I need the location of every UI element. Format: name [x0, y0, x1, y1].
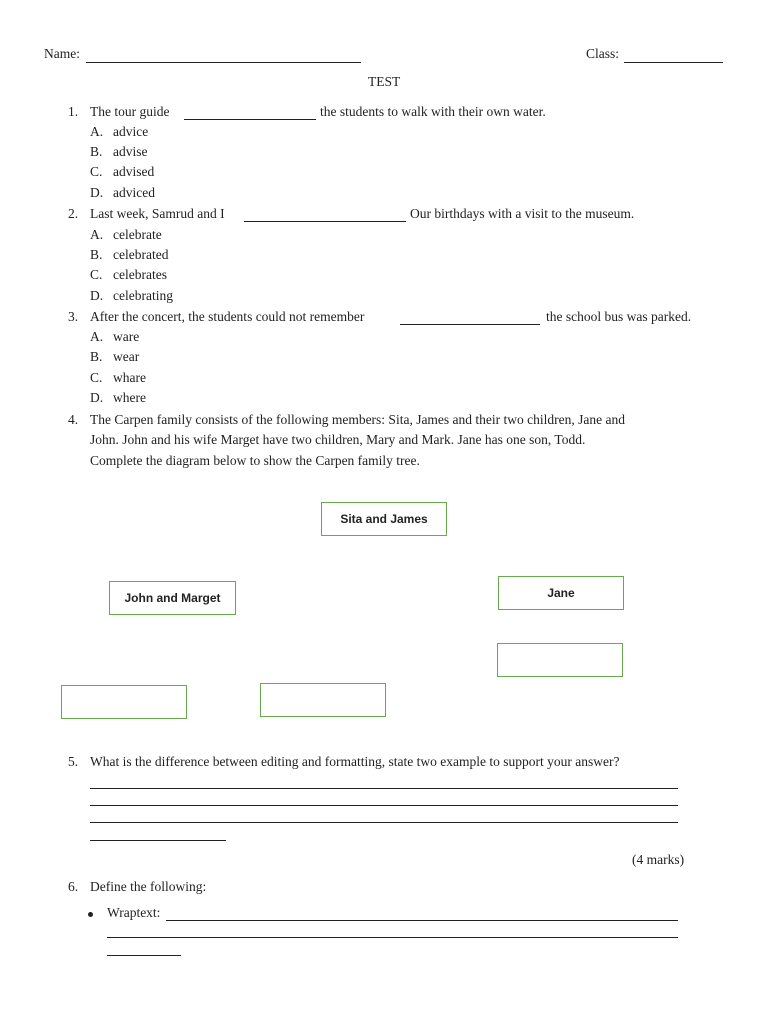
option-text[interactable]: celebrated [113, 247, 169, 262]
answer-line[interactable] [90, 788, 678, 789]
option-text[interactable]: celebrate [113, 227, 162, 242]
question-number: 4. [68, 412, 79, 427]
option-letter: D. [90, 185, 104, 200]
tree-node-left: John and Marget [109, 581, 236, 615]
marks-label: (4 marks) [632, 852, 685, 867]
class-field[interactable] [624, 62, 723, 63]
question-number: 3. [68, 309, 79, 324]
option-text[interactable]: advise [113, 144, 148, 159]
name-field[interactable] [86, 62, 361, 63]
option-letter: B. [90, 349, 103, 364]
question-number: 1. [68, 104, 79, 119]
option-letter: D. [90, 390, 104, 405]
question-number: 5. [68, 754, 79, 769]
tree-node-right-child-empty[interactable] [497, 643, 623, 677]
answer-line[interactable] [90, 805, 678, 806]
answer-blank[interactable] [184, 119, 316, 120]
term-label: Wraptext: [107, 905, 161, 920]
answer-line[interactable] [107, 937, 678, 938]
answer-line[interactable] [166, 920, 678, 921]
option-letter: B. [90, 247, 103, 262]
question-text-line: John. John and his wife Marget have two children, Mary and Mark. Jane has one son, Todd. [90, 432, 586, 447]
option-text[interactable]: ware [113, 329, 140, 344]
option-text[interactable]: celebrates [113, 267, 167, 282]
question-number: 6. [68, 879, 79, 894]
question-text-before: After the concert, the students could not remember [90, 309, 365, 324]
answer-line[interactable] [90, 822, 678, 823]
option-text[interactable]: adviced [113, 185, 155, 200]
option-letter: B. [90, 144, 103, 159]
question-text-line: Complete the diagram below to show the Carpen family tree. [90, 453, 420, 468]
class-label: Class: [586, 46, 620, 61]
option-letter: C. [90, 370, 103, 385]
option-text[interactable]: advice [113, 124, 149, 139]
option-letter: D. [90, 288, 104, 303]
option-text[interactable]: advised [113, 164, 155, 179]
question-text-after: the students to walk with their own water. [320, 104, 546, 119]
bullet-icon [88, 912, 93, 917]
option-text[interactable]: where [113, 390, 146, 405]
tree-node-root: Sita and James [321, 502, 447, 536]
page-title: TEST [368, 74, 401, 89]
option-text[interactable]: celebrating [113, 288, 173, 303]
question-text-before: Last week, Samrud and I [90, 206, 225, 221]
question-text-after: Our birthdays with a visit to the museum. [410, 206, 635, 221]
question-text: Define the following: [90, 879, 207, 894]
option-letter: A. [90, 124, 104, 139]
tree-node-left-child-1-empty[interactable] [61, 685, 187, 719]
answer-blank[interactable] [244, 221, 406, 222]
answer-line[interactable] [90, 840, 226, 841]
option-letter: C. [90, 164, 103, 179]
tree-node-right: Jane [498, 576, 624, 610]
answer-line[interactable] [107, 955, 181, 956]
option-letter: C. [90, 267, 103, 282]
name-label: Name: [44, 46, 80, 61]
option-letter: A. [90, 227, 104, 242]
question-text: What is the difference between editing and formatting, state two example to support your answer? [90, 754, 620, 769]
question-text-line: The Carpen family consists of the following members: Sita, James and their two children, Jane and [90, 412, 625, 427]
tree-node-left-child-2-empty[interactable] [260, 683, 386, 717]
question-number: 2. [68, 206, 79, 221]
option-text[interactable]: whare [113, 370, 146, 385]
question-text-before: The tour guide [90, 104, 170, 119]
option-text[interactable]: wear [113, 349, 140, 364]
answer-blank[interactable] [400, 324, 540, 325]
option-letter: A. [90, 329, 104, 344]
question-text-after: the school bus was parked. [546, 309, 692, 324]
